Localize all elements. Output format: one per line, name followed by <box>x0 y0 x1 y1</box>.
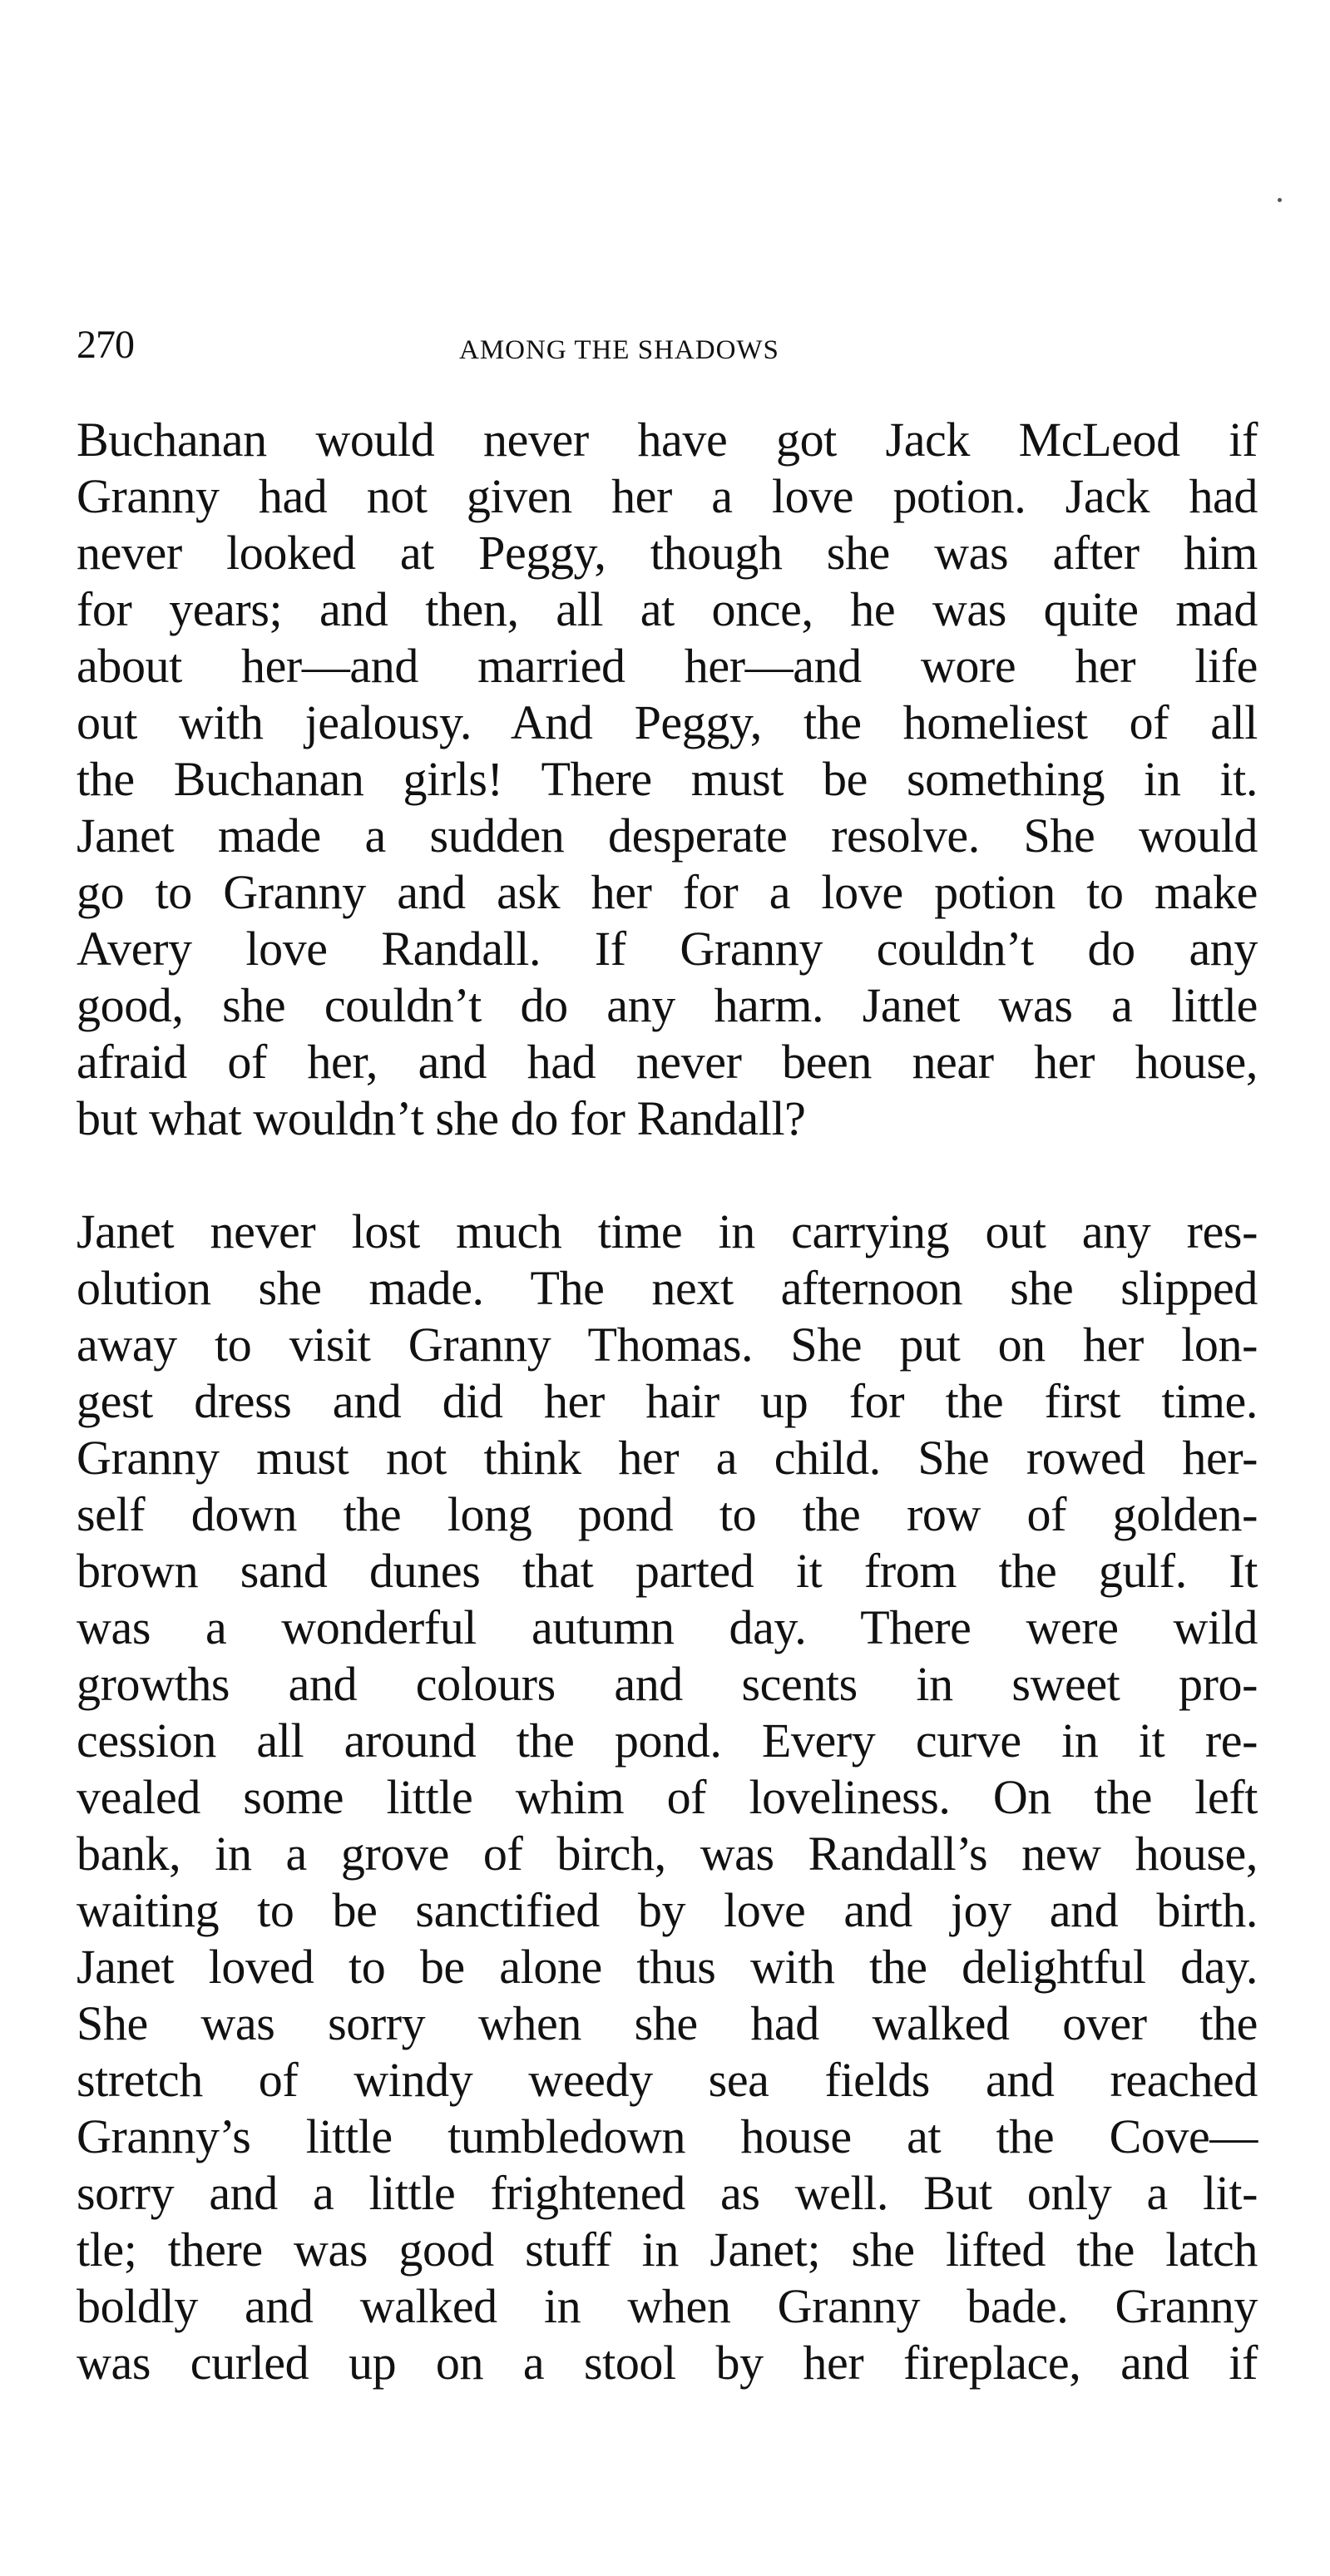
text-line: She was sorry when she had walked over the <box>77 1996 1258 2050</box>
text-line: about her—and married her—and wore her life <box>77 639 1258 693</box>
text-line: out with jealousy. And Peggy, the homeliest of all <box>77 695 1258 749</box>
text-line: brown sand dunes that parted it from the gulf. It <box>77 1544 1258 1598</box>
text-line: boldly and walked in when Granny bade. Granny <box>77 2279 1258 2333</box>
text-line: afraid of her, and had never been near her house, <box>77 1035 1258 1089</box>
text-line: gest dress and did her hair up for the first time. <box>77 1374 1258 1428</box>
paragraph <box>77 1204 1258 2391</box>
text-line: tle; there was good stuff in Janet; she lifted the latch <box>77 2222 1258 2277</box>
text-line: never looked at Peggy, though she was after him <box>77 526 1258 580</box>
text-line: good, she couldn’t do any harm. Janet was a little <box>77 978 1258 1032</box>
text-line: Janet never lost much time in carrying out any res- <box>77 1204 1258 1258</box>
text-line: Avery love Randall. If Granny couldn’t do any <box>77 922 1258 976</box>
text-line: Granny’s little tumbledown house at the Cove— <box>77 2109 1258 2163</box>
text-line: growths and colours and scents in sweet pro- <box>77 1657 1258 1711</box>
page-header <box>77 320 1258 370</box>
text-line: Granny must not think her a child. She rowed her- <box>77 1431 1258 1485</box>
text-line: vealed some little whim of loveliness. On the left <box>77 1770 1258 1824</box>
text-line: the Buchanan girls! There must be something in it. <box>77 752 1258 806</box>
text-line: cession all around the pond. Every curve in it re- <box>77 1713 1258 1768</box>
text-line: bank, in a grove of birch, was Randall’s new house, <box>77 1827 1258 1881</box>
text-line: away to visit Granny Thomas. She put on her lon- <box>77 1318 1258 1372</box>
page-number: 270 <box>77 323 134 367</box>
text-line: but what wouldn’t she do for Randall? <box>77 1091 806 1145</box>
text-line: Janet loved to be alone thus with the delightful day. <box>77 1940 1258 1994</box>
text-line: Buchanan would never have got Jack McLeod if <box>77 413 1258 467</box>
text-line: waiting to be sanctified by love and joy and birth. <box>77 1883 1258 1937</box>
text-line: Granny had not given her a love potion. Jack had <box>77 469 1258 523</box>
text-line: was curled up on a stool by her fireplace, and if <box>77 2336 1258 2390</box>
text-line: self down the long pond to the row of golden- <box>77 1487 1258 1541</box>
print-speck <box>1278 198 1282 202</box>
text-line: was a wonderful autumn day. There were wild <box>77 1600 1258 1654</box>
text-line: go to Granny and ask her for a love potion to make <box>77 865 1258 919</box>
text-line: stretch of windy weedy sea fields and reached <box>77 2053 1258 2107</box>
text-line: for years; and then, all at once, he was quite mad <box>77 582 1258 636</box>
body-text <box>77 412 1258 2391</box>
text-line: Janet made a sudden desperate resolve. She would <box>77 808 1258 863</box>
text-line: olution she made. The next afternoon she slipped <box>77 1261 1258 1315</box>
text-line: sorry and a little frightened as well. But only a lit- <box>77 2166 1258 2220</box>
running-head: AMONG THE SHADOWS <box>459 335 779 365</box>
paragraph <box>77 412 1258 1147</box>
